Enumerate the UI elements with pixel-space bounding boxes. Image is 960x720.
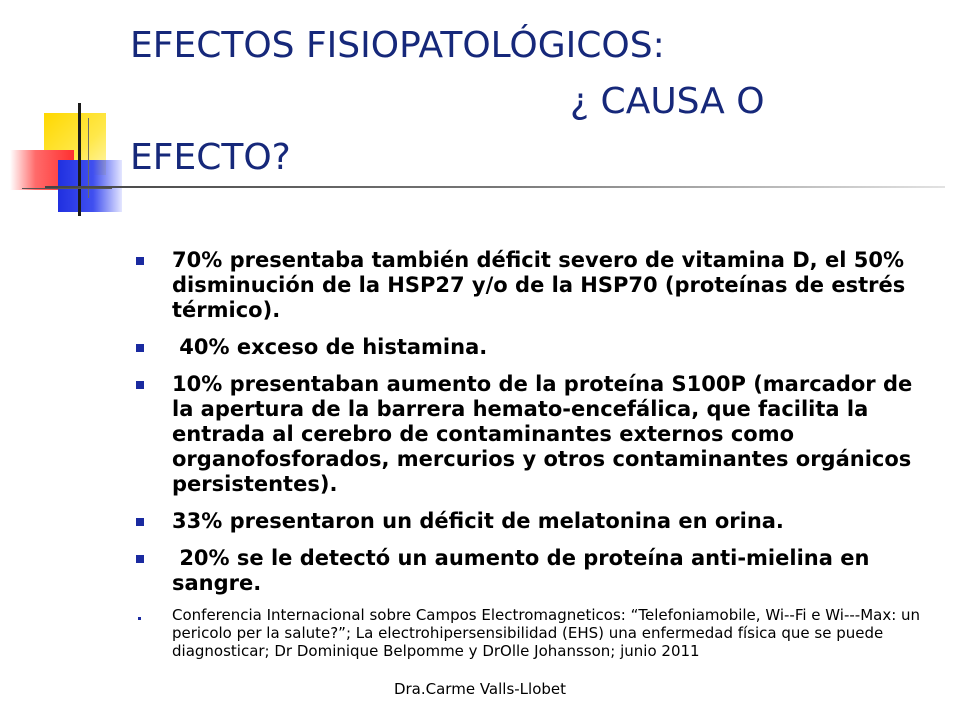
list-item bbox=[132, 372, 932, 497]
horizontal-line-short bbox=[22, 188, 112, 189]
list-item bbox=[132, 248, 932, 323]
title-line-1: EFECTOS FISIOPATOLÓGICOS: bbox=[130, 25, 665, 66]
title-line-3: EFECTO? bbox=[130, 137, 291, 178]
title-underline bbox=[45, 186, 945, 188]
list-item-text: 40% exceso de histamina. bbox=[172, 335, 488, 359]
list-item bbox=[132, 509, 932, 534]
title-decoration bbox=[0, 0, 140, 230]
slide-title bbox=[130, 18, 920, 186]
list-item bbox=[132, 335, 932, 360]
reference-item bbox=[132, 606, 932, 660]
slide-footer: Dra.Carme Valls-Llobet bbox=[393, 680, 567, 698]
square-bullet-icon bbox=[136, 555, 144, 563]
square-bullet-icon bbox=[136, 381, 144, 389]
list-item-text: 33% presentaron un déficit de melatonina en orina. bbox=[172, 509, 784, 533]
square-bullet-icon bbox=[136, 257, 144, 265]
bullet-list bbox=[132, 248, 932, 660]
list-item-text: 10% presentaban aumento de la proteína S100P (marcador de la apertura de la barrera hemato-encefálica, que facilita la entrada al cerebro de contaminantes externos como organofosforados, mercurios y otros contaminantes orgánicos persistentes). bbox=[172, 372, 913, 496]
vertical-line bbox=[78, 103, 81, 216]
square-bullet-icon bbox=[136, 344, 144, 352]
title-line-2: ¿ CAUSA O bbox=[570, 81, 765, 122]
reference-text: Conferencia Internacional sobre Campos Electromagneticos: “Telefoniamobile, Wi--Fi e Wi---Max: un pericolo per la salute?”; La electrohipersensibilidad (EHS) una enfermedad física que se puede diagnosticar; Dr Dominique Belpomme y DrOlle Johansson; junio 2011 bbox=[172, 606, 921, 660]
list-item-text: 70% presentaba también déficit severo de vitamina D, el 50% disminución de la HSP27 y/o de la HSP70 (proteínas de estrés térmico). bbox=[172, 248, 906, 322]
square-bullet-icon bbox=[136, 518, 144, 526]
list-item-text: 20% se le detectó un aumento de proteína anti-mielina en sangre. bbox=[172, 546, 877, 595]
small-bullet-icon bbox=[138, 617, 141, 620]
list-item bbox=[132, 546, 932, 596]
